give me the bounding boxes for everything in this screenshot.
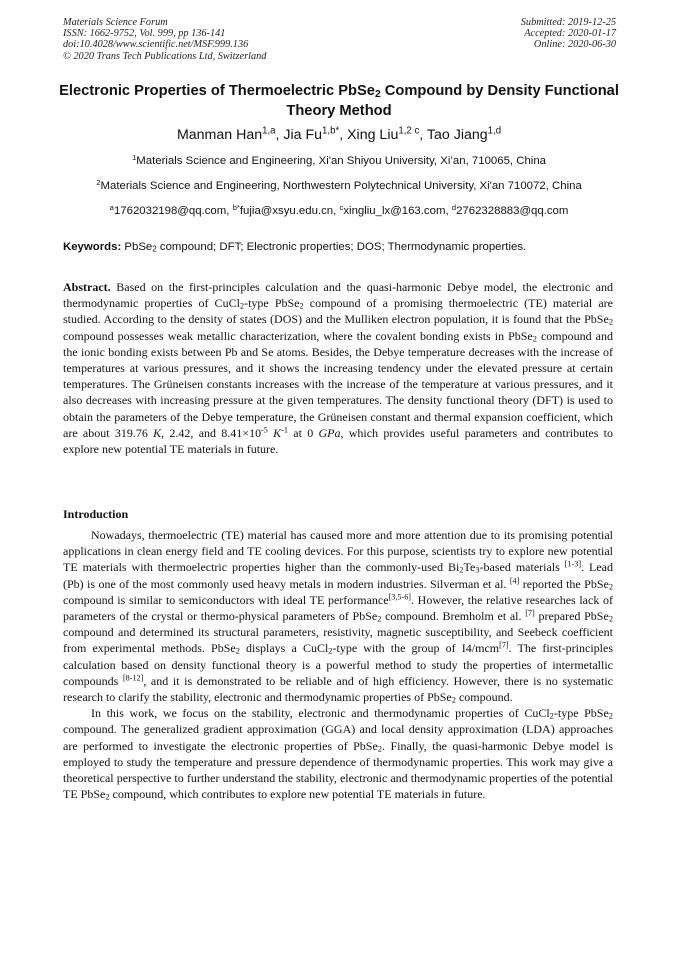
author-affiliation-mark: 1,2 c [398,125,420,137]
journal-info [63,17,266,62]
citation: [4] [509,576,520,586]
keywords-subscript: 2 [152,244,157,254]
intro-text: Nowadays, thermoelectric (TE) material has caused more and more attention due to its promising potential applications in clean energy field and TE cooling devices. For this purpose, scientists try to explore new potential TE materials with thermoelectric properties higher than the commonly-used Bi [63,528,613,575]
title-subscript: 2 [374,89,381,101]
submission-dates [521,17,616,51]
copyright-line: © 2020 Trans Tech Publications Ltd, Switzerland [63,50,267,62]
subscript: 2 [328,647,333,657]
email-address: xingliu_lx@163.com, [343,205,452,217]
author-name: Manman Han [176,127,263,143]
intro-text: compound, which contributes to explore new potential TE materials in future. [109,787,486,802]
abstract-text: , 2.42, and 8.41×10 [161,425,262,440]
email-list [0,202,678,217]
subscript: 2 [608,318,613,328]
abstract-text: -type PbSe [244,296,300,311]
intro-text: . The first-principles calculation based on density functional theory is a powerful method to study the properties of intermetallic compounds [63,641,613,688]
accepted-date: Accepted: 2020-01-17 [524,28,616,40]
exponent: -1 [281,425,288,435]
subscript: 2 [459,566,464,576]
abstract-label: Abstract. [63,280,111,294]
citation: [1-3] [564,559,582,569]
subscript: 2 [377,614,382,624]
keywords [63,241,526,253]
email-address: 1762032198@qq.com, [113,205,233,217]
doi-line: doi:10.4028/www.scientific.net/MSF.999.136 [63,39,249,51]
paper-title [40,82,638,121]
title-part-2: Compound by Density Functional Theory Method [286,83,619,119]
abstract-text: Based on the first-principles calculation and the quasi-harmonic Debye model, the electronic and thermodynamic properties of CuCl [63,280,613,311]
abstract-text: compound of a promising thermoelectric (TE) material are studied. According to the density of states (DOS) and the Mulliken electron population, it is found that the PbSe [63,296,613,327]
subscript: 2 [608,614,613,624]
intro-text: . However, the relative researches lack of parameters of the crystal or thermo-physical parameters of PbSe [63,592,613,624]
intro-text: -type PbSe [553,706,609,721]
abstract-text: compound possesses weak metallic characterization, where the covalent bonding exists in PbSe [63,328,533,343]
subscript: 2 [235,647,240,657]
email-mark: b* [232,202,240,212]
keywords-text: PbSe [121,241,153,253]
intro-text: compound. Bremholm et al. [381,609,526,624]
intro-text: prepared PbSe [534,609,609,624]
title-part-1: Electronic Properties of Thermoelectric PbSe [59,83,375,99]
unit-gpa: GPa [318,425,341,440]
intro-text: compound is similar to semiconductors with ideal TE performance [63,592,389,607]
subscript: 2 [105,792,110,802]
citation: [8-12] [122,673,144,683]
intro-text: Te [463,560,476,575]
affiliation-text: Materials Science and Engineering, Xi'an Shiyou University, Xi’an, 710065, China [136,155,547,167]
keywords-text: compound; DFT; Electronic properties; DOS; Thermodynamic properties. [156,241,527,253]
author-affiliation-mark: 1,b* [322,125,340,137]
subscript: 2 [451,695,456,705]
unit-kelvin: K [153,425,162,440]
subscript: 2 [549,711,554,721]
affiliation-mark: 1 [131,152,137,162]
intro-text: compound. The generalized gradient approximation (GGA) and local density approximation (LDA) approaches are performed to investigate the electronic properties of PbSe [63,722,613,753]
exponent: -5 [261,425,268,435]
subscript: 2 [608,582,614,592]
subscript: 2 [239,301,245,311]
citation: [7] [525,608,535,618]
intro-text: displays a CuCl [239,641,329,656]
affiliation-mark: 2 [96,177,101,187]
email-address: fujia@xsyu.edu.cn, [239,205,340,217]
submitted-date: Submitted: 2019-12-25 [520,17,616,28]
affiliation-1 [0,152,678,167]
intro-text: In this work, we focus on the stability, electronic and thermodynamic properties of CuCl [91,706,550,721]
intro-text: reported the PbSe [519,576,609,591]
subscript: 2 [532,334,537,344]
intro-text: . Finally, the quasi-harmonic Debye model is employed to study the temperature and pressure dependence of thermodynamic properties. This work may give a theoretical perspective to further understand the stability, electronic and thermodynamic properties of the potential TE PbSe [63,738,614,802]
intro-text: compound and determined its structural parameters, resistivity, magnetic susceptibility, and Seebeck coefficient from experimental methods. PbSe [63,625,613,656]
intro-paragraph-1 [63,527,613,705]
intro-paragraph-2 [63,705,613,802]
subscript: 2 [299,301,304,311]
author-name: Jia Fu [283,127,323,143]
unit-kelvin: K [273,425,282,440]
intro-text: compound. [455,690,513,705]
abstract-text: at 0 [287,425,319,440]
author-name: Xing Liu [347,127,399,143]
author-name: Tao Jiang [426,127,488,143]
email-mark: c [339,202,344,212]
affiliation-text: Materials Science and Engineering, Northwestern Polytechnical University, Xi'an 710072, China [100,180,582,192]
citation: [3,5-6] [388,592,411,602]
introduction-section [63,527,613,802]
subscript: 2 [377,744,382,754]
author-list: Manman Han$^{1,a}$, Jia $Fu^{1,b*}$, Xing Liu$^{1,2 c}$, Tao Jiang$^{1,d}$ [176,125,502,143]
affiliation-2 [0,177,678,192]
email-mark: a [109,202,114,212]
intro-text: . Lead (Pb) is one of the most commonly used heavy metals in modern industries. Silverman et al. [63,560,613,591]
email-mark: d [451,202,457,212]
subscript: 2 [608,711,613,721]
subscript: 3 [475,566,480,576]
journal-name: Materials Science Forum [63,17,168,28]
email-address: 2762328883@qq.com [456,205,569,217]
keywords-label: Keywords: [63,241,122,253]
online-date: Online: 2020-06-30 [533,39,616,51]
author-affiliation-mark: 1,a [262,125,276,137]
section-heading: Introduction [63,507,129,521]
intro-text: , and it is demonstrated to be reliable and of high efficiency. However, there is no systematic research to clarify the stability, electronic and thermodynamic properties of PbSe [63,673,613,705]
author-affiliation-mark: 1,d [487,125,502,137]
intro-text: -based materials [479,560,565,575]
intro-text: -type with the group of I4/mcm [332,641,500,656]
abstract-text: , which provides useful parameters and contributes to explore new potential TE materials in future. [63,425,614,457]
abstract-text: compound and the ionic bonding exists between Pb and Se atoms. Besides, the Debye temperature decreases with the increase of temperatures at various pressures, and it shows the increasing tendency under the elevated pressure at certain temperatures. The Grüneisen constants increases with the increase of the temperature at various pressures, and it also decreases with increasing pressure at the given temperatures. The density functional theory (DFT) is used to obtain the parameters of the Debye temperature, the Grüneisen constant and thermal expansion coefficient, which are about 319.76 [63,328,613,440]
citation: [7] [499,640,509,650]
abstract [63,279,613,457]
issn-line: ISSN: 1662-9752, Vol. 999, pp 136-141 [63,28,226,40]
